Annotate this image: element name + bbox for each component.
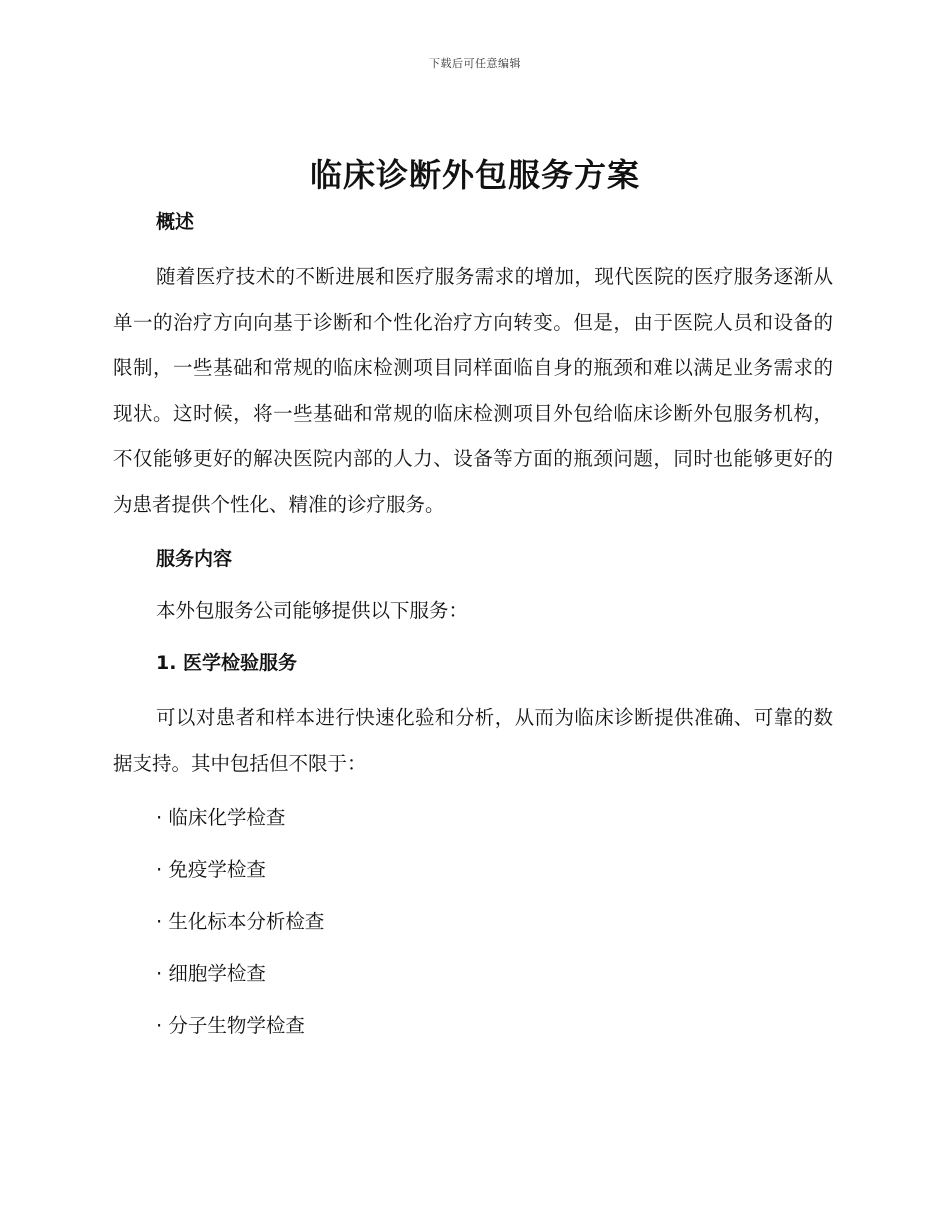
list-item: · 分子生物学检查 [156, 1014, 305, 1037]
list-item: · 临床化学检查 [156, 806, 286, 829]
list-item: · 生化标本分析检查 [156, 910, 325, 933]
lab-paragraph: 可以对患者和样本进行快速化验和分析，从而为临床诊断提供准确、可靠的数据支持。其中包括但不限于： [113, 706, 833, 775]
lab-heading: 1. 医学检验服务 [156, 652, 298, 674]
overview-heading: 概述 [156, 211, 195, 233]
service-heading: 服务内容 [156, 548, 233, 570]
header-note: 下载后可任意编辑 [429, 57, 521, 70]
service-intro: 本外包服务公司能够提供以下服务： [156, 599, 469, 622]
overview-paragraph: 随着医疗技术的不断进展和医疗服务需求的增加，现代医院的医疗服务逐渐从单一的治疗方向向基于诊断和个性化治疗方向转变。但是，由于医院人员和设备的限制，一些基础和常规的临床检测项目同样面临自身的瓶颈和难以满足业务需求的现状。这时候，将一些基础和常规的临床检测项目外包给临床诊断外包服务机构，不仅能够更好的解决医院内部的人力、设备等方面的瓶颈问题，同时也能够更好的为患者提供个性化、精准的诊疗服务。 [113, 265, 833, 516]
list-item: · 免疫学检查 [156, 858, 266, 881]
page-title: 临床诊断外包服务方案 [309, 156, 640, 194]
document-body [113, 206, 833, 1042]
list-item: · 细胞学检查 [156, 962, 266, 985]
